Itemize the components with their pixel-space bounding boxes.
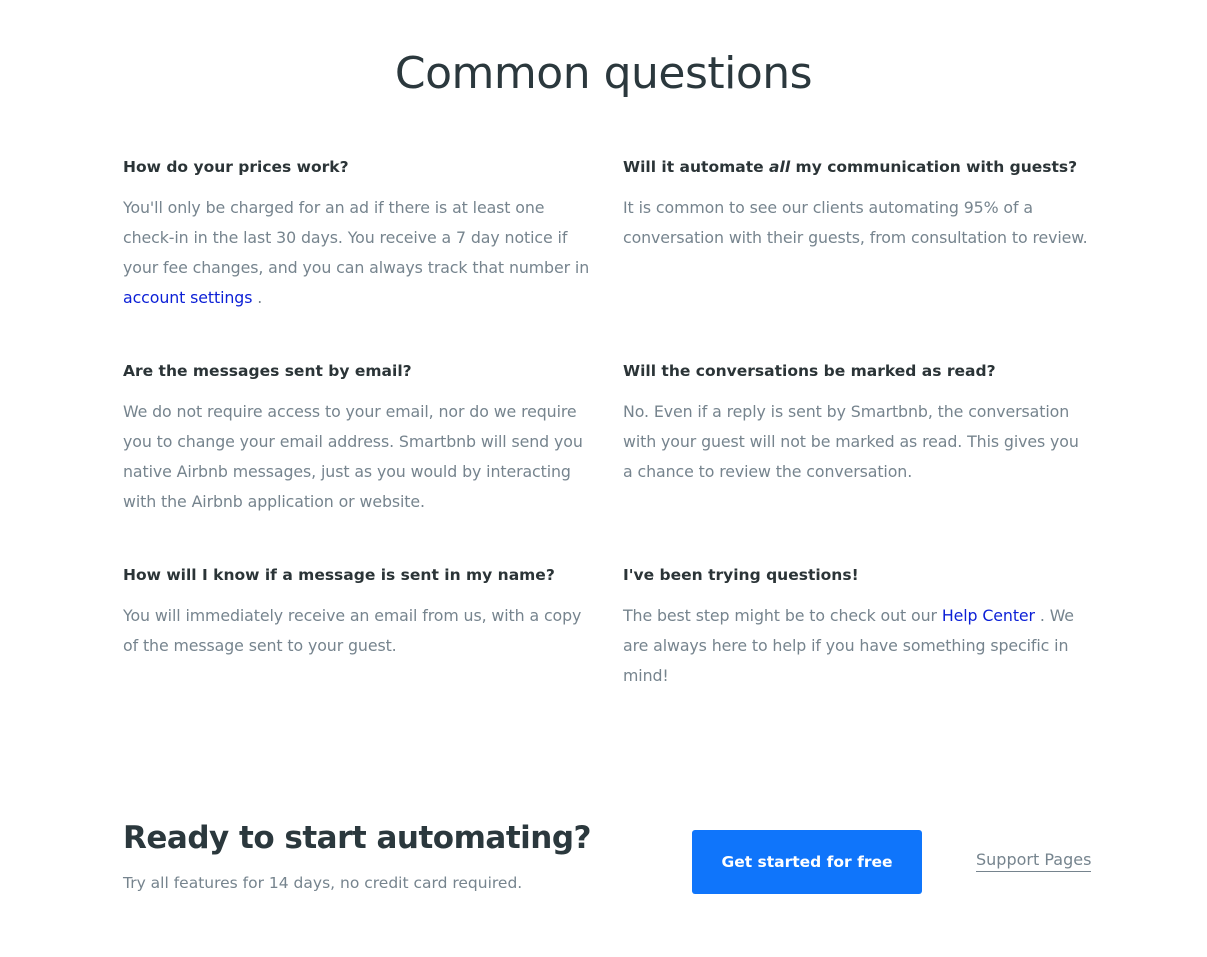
faq-answer-text: . [252, 288, 263, 307]
faq-question: Are the messages sent by email? [123, 362, 412, 380]
faq-answer-text: You'll only be charged for an ad if there is at least one check-in in the last 30 days. You receive a 7 day notice if your fee changes, and you can always track that number in [123, 198, 590, 277]
faq-question: I've been trying questions! [623, 566, 859, 584]
faq-answer [123, 193, 593, 313]
faq-answer: It is common to see our clients automating 95% of a conversation with their guests, from consultation to review. [623, 198, 1088, 247]
support-pages-link[interactable]: Support Pages [976, 850, 1091, 872]
page-title: Common questions [394, 48, 813, 99]
faq-answer: We do not require access to your email, nor do we require you to change your email address. Smartbnb will send you native Airbnb messages, just as you would by interacting with the Airbnb application or website. [123, 402, 583, 511]
faq-question: How do your prices work? [123, 158, 349, 176]
faq-answer [623, 601, 1093, 691]
faq-item-email [123, 360, 593, 564]
get-started-button[interactable]: Get started for free [692, 830, 922, 894]
faq-answer-text: . We are always here to help if you have something specific in mind! [623, 606, 1074, 685]
faq-answer: No. Even if a reply is sent by Smartbnb, the conversation with your guest will not be marked as read. This gives you a chance to review the conversation. [623, 402, 1079, 481]
faq-item-marked-read [623, 360, 1093, 564]
faq-item-help [623, 564, 1093, 768]
faq-question [623, 156, 1093, 178]
cta-title: Ready to start automating? [123, 820, 592, 856]
faq-answer-text: The best step might be to check out our [623, 606, 942, 625]
faq-item-prices [123, 156, 593, 360]
faq-answer: You will immediately receive an email from us, with a copy of the message sent to your guest. [123, 606, 582, 655]
faq-question: Will the conversations be marked as read? [623, 362, 996, 380]
account-settings-link[interactable]: account settings [123, 288, 253, 307]
faq-item-automate [623, 156, 1093, 360]
help-center-link[interactable]: Help Center [941, 606, 1035, 625]
faq-question-emphasis: all [769, 158, 791, 176]
faq-question-text: my communication with guests? [790, 158, 1078, 176]
faq-item-notification [123, 564, 593, 768]
cta-subtitle: Try all features for 14 days, no credit card required. [123, 874, 523, 892]
faq-question: How will I know if a message is sent in my name? [123, 566, 555, 584]
faq-grid [123, 156, 1093, 768]
faq-question-text: Will it automate [623, 158, 770, 176]
